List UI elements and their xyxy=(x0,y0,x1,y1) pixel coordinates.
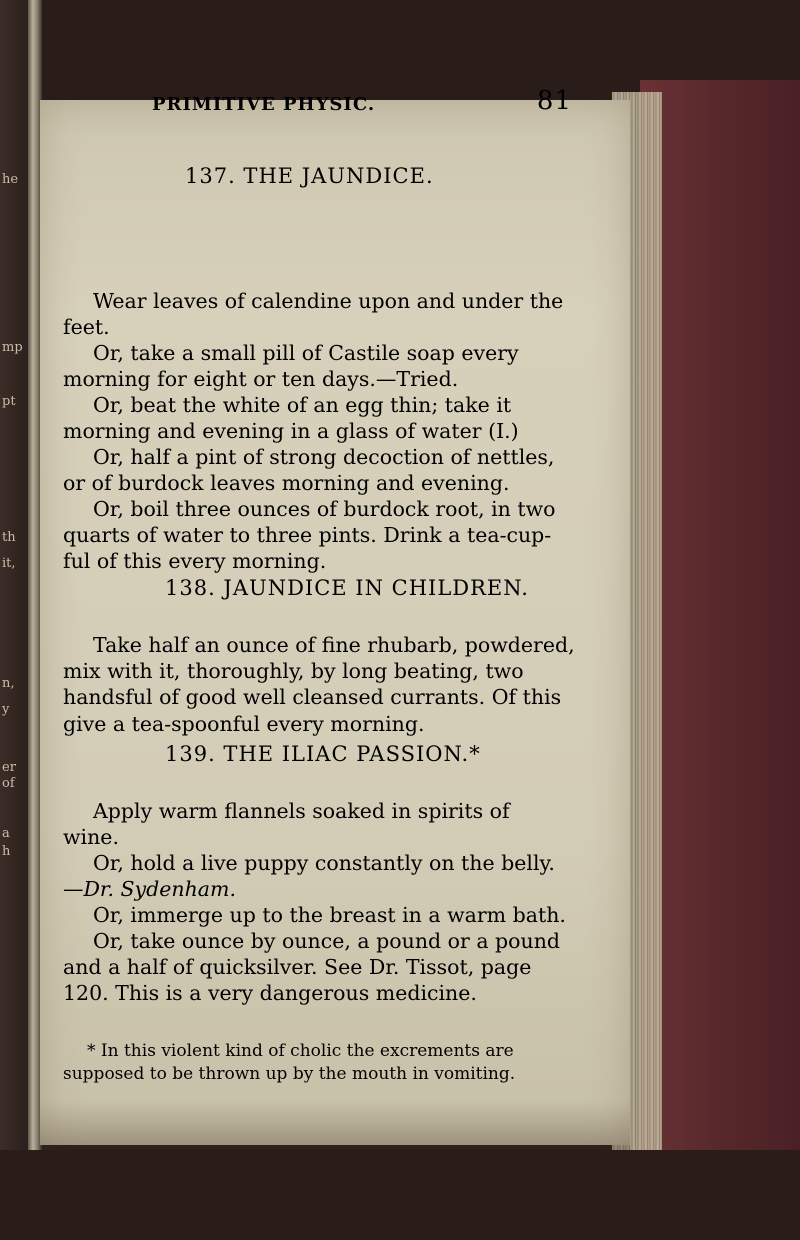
text-line: Wear leaves of calendine upon and under the xyxy=(93,289,564,313)
text-line: mix with it, thoroughly, by long beating, two xyxy=(63,659,524,684)
running-head-title: PRIMITIVE PHYSIC. xyxy=(152,94,376,115)
text-line: —Dr. Sydenham. xyxy=(63,877,236,902)
text-line: feet. xyxy=(63,315,110,340)
running-head xyxy=(152,86,572,120)
page-bottom-shadow xyxy=(40,1100,630,1150)
facing-fragment: mp xyxy=(2,340,23,355)
text-line: handsful of good well cleansed currants. Of this xyxy=(63,685,562,710)
facing-fragment: pt xyxy=(2,394,16,409)
text-line: wine. xyxy=(63,825,119,850)
book-cover xyxy=(640,80,800,1160)
paragraph xyxy=(63,902,566,928)
paragraph xyxy=(63,444,555,496)
paragraph xyxy=(63,340,535,392)
paragraph xyxy=(63,632,575,737)
facing-fragment: of xyxy=(2,776,15,791)
section-heading: 138. JAUNDICE IN CHILDREN. xyxy=(165,576,529,600)
facing-fragment: it, xyxy=(2,556,16,571)
text-line: Or, take a small pill of Castile soap every xyxy=(93,341,519,365)
footnote xyxy=(63,1040,535,1086)
background-bottom xyxy=(0,1150,800,1240)
paragraph xyxy=(63,928,561,1007)
text-line: Take half an ounce of fine rhubarb, powdered, xyxy=(93,633,575,657)
facing-fragment: th xyxy=(2,530,16,545)
text-line: Or, boil three ounces of burdock root, in two xyxy=(93,497,556,521)
footnote-line: supposed to be thrown up by the mouth in vomiting. xyxy=(63,1064,516,1084)
text-line: Or, immerge up to the breast in a warm bath. xyxy=(93,903,566,927)
text-line: morning and evening in a glass of water (I.) xyxy=(63,419,519,444)
text-line: or of burdock leaves morning and evening. xyxy=(63,471,510,496)
text-line: and a half of quicksilver. See Dr. Tissot, page xyxy=(63,955,532,980)
page-number: 81 xyxy=(536,86,572,116)
text-line: Or, hold a live puppy constantly on the belly. xyxy=(93,851,555,875)
text-line: 120. This is a very dangerous medicine. xyxy=(63,981,477,1006)
section-heading: 137. THE JAUNDICE. xyxy=(185,164,434,188)
facing-fragment: a xyxy=(2,826,10,841)
text-line: morning for eight or ten days.—Tried. xyxy=(63,367,459,392)
text-line: quarts of water to three pints. Drink a tea-cup- xyxy=(63,523,552,548)
paragraph xyxy=(63,798,535,850)
facing-fragment: y xyxy=(2,702,10,717)
paragraph xyxy=(63,850,555,902)
text-line: ful of this every morning. xyxy=(63,549,327,574)
paragraph xyxy=(63,392,535,444)
facing-fragment: h xyxy=(2,844,11,859)
section-heading: 139. THE ILIAC PASSION.* xyxy=(165,742,481,766)
text-line: give a tea-spoonful every morning. xyxy=(63,711,425,736)
paragraph xyxy=(63,496,556,575)
text-line: Or, half a pint of strong decoction of nettles, xyxy=(93,445,555,469)
text-line: Apply warm flannels soaked in spirits of xyxy=(93,799,510,823)
paragraph xyxy=(63,288,564,340)
facing-fragment: er xyxy=(2,760,16,775)
footnote-line: * In this violent kind of cholic the excrements are xyxy=(87,1041,514,1061)
facing-fragment: he xyxy=(2,172,19,187)
text-line: Or, take ounce by ounce, a pound or a pound xyxy=(93,929,561,953)
text-line: Or, beat the white of an egg thin; take it xyxy=(93,393,512,417)
facing-fragment: n, xyxy=(2,676,15,691)
